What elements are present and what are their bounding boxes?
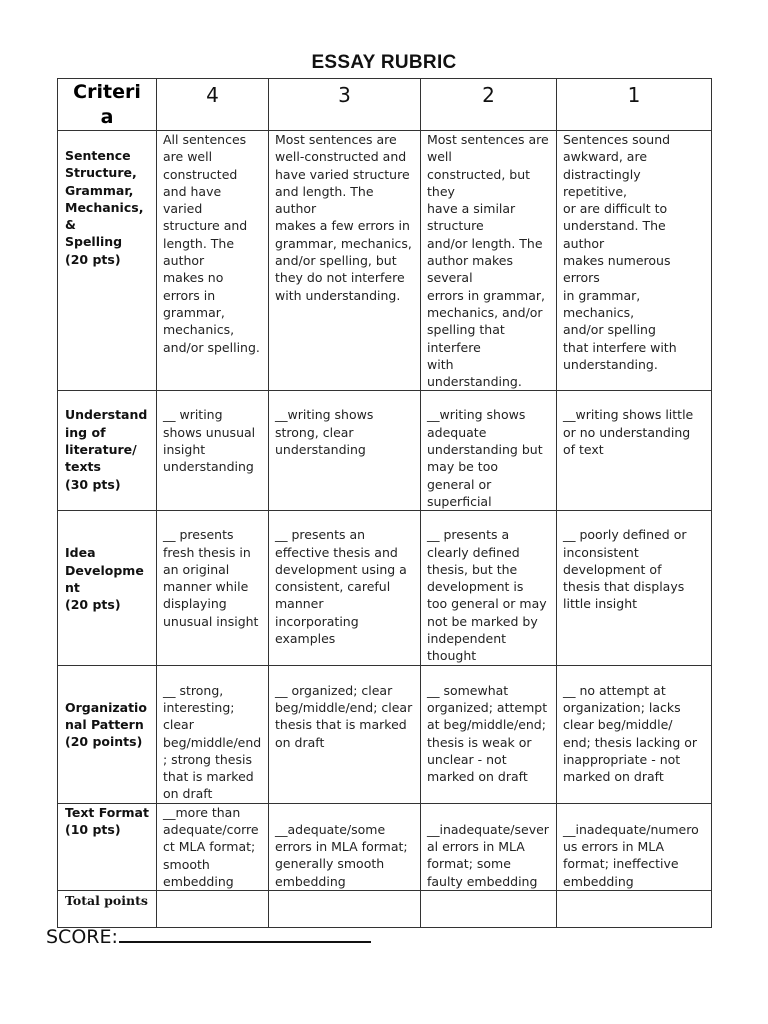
- header-row: [58, 79, 712, 131]
- table-row: [58, 803, 712, 890]
- rubric-cell: __writing shows strong, clear understanding: [269, 391, 421, 511]
- rubric-cell: __writing shows little or no understanding of text: [557, 391, 712, 511]
- rubric-table: [57, 78, 712, 928]
- rubric-cell: __ writing shows unusual insight understanding: [157, 391, 269, 511]
- table-row: [58, 391, 712, 511]
- rubric-cell: __ presents fresh thesis in an original manner while displaying unusual insight: [157, 511, 269, 665]
- criterion-label: Sentence Structure, Grammar, Mechanics, & Spelling (20 pts): [58, 131, 157, 391]
- rubric-cell: __ organized; clear beg/middle/end; clear thesis that is marked on draft: [269, 665, 421, 803]
- rubric-cell: __more than adequate/corre ct MLA format; smooth embedding: [157, 803, 269, 890]
- level-2-header: 2: [421, 79, 557, 131]
- rubric-cell: __ presents a clearly defined thesis, but the development is too general or may not be marked by independent thought: [421, 511, 557, 665]
- rubric-cell: __ strong, interesting; clear beg/middle/end ; strong thesis that is marked on draft: [157, 665, 269, 803]
- level-3-header: 3: [269, 79, 421, 131]
- rubric-cell: All sentences are well constructed and have varied structure and length. The author makes no errors in grammar, mechanics, and/or spelling.: [157, 131, 269, 391]
- criteria-header: Criteri a: [58, 79, 157, 131]
- table-row: [58, 665, 712, 803]
- criterion-label: Idea Developme nt (20 pts): [58, 511, 157, 665]
- rubric-cell: __ no attempt at organization; lacks clear beg/middle/ end; thesis lacking or inappropriate - not marked on draft: [557, 665, 712, 803]
- criterion-label: Understand ing of literature/ texts (30 pts): [58, 391, 157, 511]
- level-4-header: 4: [157, 79, 269, 131]
- rubric-title: ESSAY RUBRIC: [311, 52, 457, 73]
- rubric-cell: Most sentences are well-constructed and have varied structure and length. The author makes a few errors in grammar, mechanics, and/or spelling, but they do not interfere with understanding.: [269, 131, 421, 391]
- rubric-cell: __inadequate/numero us errors in MLA format; ineffective embedding: [557, 803, 712, 890]
- table-row: [58, 511, 712, 665]
- rubric-cell: __inadequate/sever al errors in MLA format; some faulty embedding: [421, 803, 557, 890]
- score-blank-line[interactable]: [119, 921, 371, 943]
- criterion-label: Organizatio nal Pattern (20 points): [58, 665, 157, 803]
- rubric-cell: __ somewhat organized; attempt at beg/middle/end; thesis is weak or unclear - not marked on draft: [421, 665, 557, 803]
- score-area: [46, 921, 371, 948]
- rubric-cell: __adequate/some errors in MLA format; generally smooth embedding: [269, 803, 421, 890]
- rubric-cell: Most sentences are well constructed, but they have a similar structure and/or length. The author makes several errors in grammar, mechanics, and/or spelling that interfere with understanding.: [421, 131, 557, 391]
- rubric-cell: __ poorly defined or inconsistent development of thesis that displays little insight: [557, 511, 712, 665]
- total-cell[interactable]: [421, 891, 557, 928]
- table-row: [58, 131, 712, 391]
- total-points-label: Total points: [58, 891, 157, 928]
- rubric-cell: Sentences sound awkward, are distractingly repetitive, or are difficult to understand. The author makes numerous errors in grammar, mechanics, and/or spelling that interfere with understanding.: [557, 131, 712, 391]
- level-1-header: 1: [557, 79, 712, 131]
- total-cell[interactable]: [557, 891, 712, 928]
- rubric-cell: __writing shows adequate understanding but may be too general or superficial: [421, 391, 557, 511]
- score-label: SCORE:: [46, 926, 118, 948]
- rubric-cell: __ presents an effective thesis and development using a consistent, careful manner incorporating examples: [269, 511, 421, 665]
- criterion-label: Text Format (10 pts): [58, 803, 157, 890]
